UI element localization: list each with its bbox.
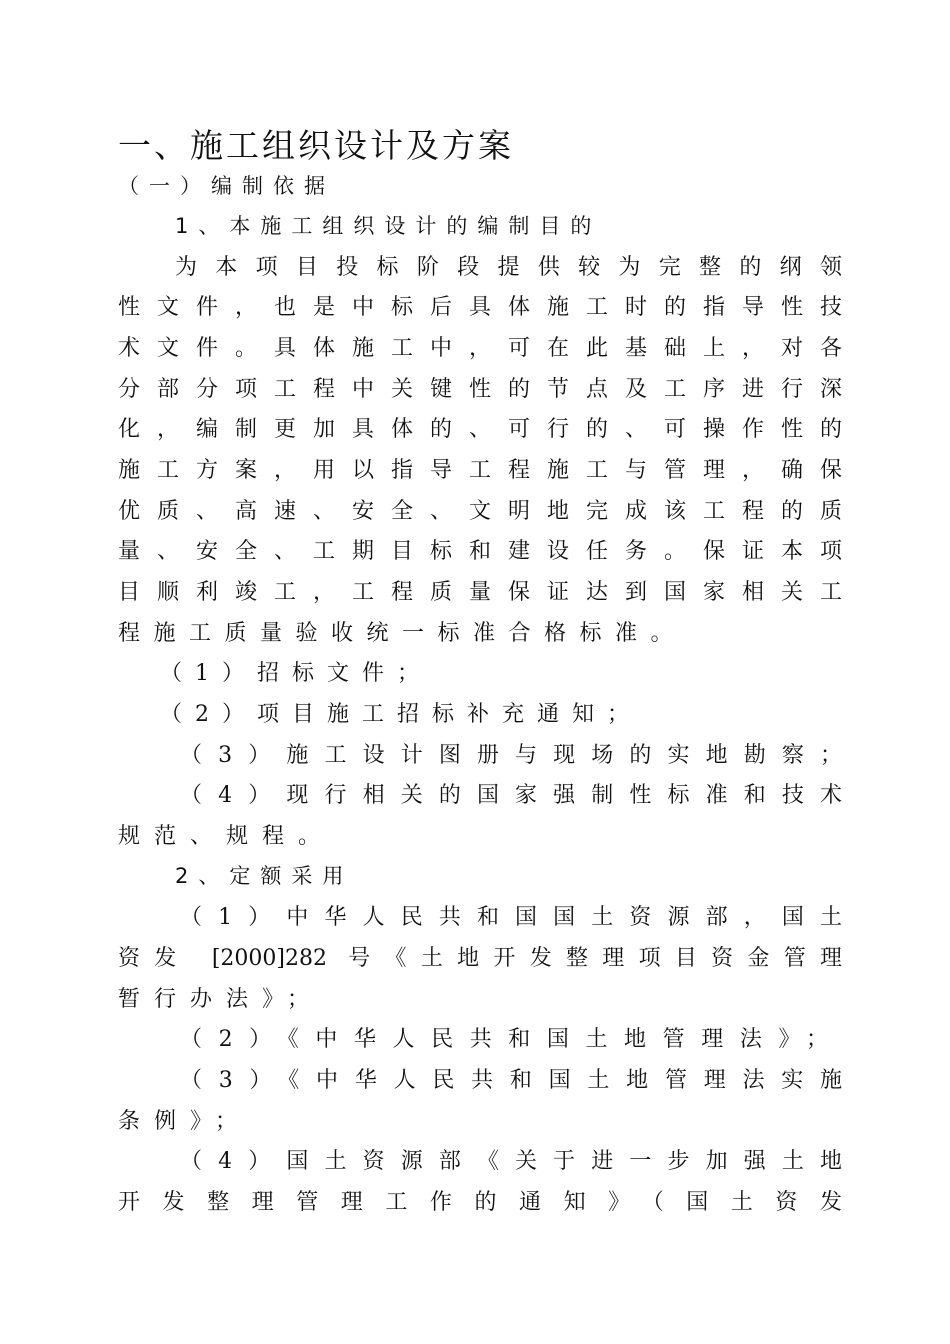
subsection-heading-quota: 2、定额采用: [175, 864, 354, 888]
paragraph-line: 程施工质量验收统一标准合格标准。: [118, 621, 687, 646]
quota-line: （1）中华人民共和国国土资源部，国土: [180, 905, 842, 930]
paragraph-line: 分部分项工程中关键性的节点及工序进行深: [118, 377, 842, 402]
paragraph-line: 性文件，也是中标后具体施工时的指导性技: [118, 295, 842, 320]
quota-line: （3）《中华人民共和国土地管理法实施: [180, 1068, 842, 1093]
quota-line: 条例》；: [118, 1109, 252, 1134]
quota-line: （2）《中华人民共和国土地管理法》；: [180, 1027, 828, 1052]
paragraph-line: 为本项目投标阶段提供较为完整的纲领: [175, 255, 842, 280]
quota-line: 开发整理管理工作的通知》（国土资发: [118, 1190, 842, 1215]
subsection-heading-purpose: 1、本施工组织设计的编制目的: [175, 214, 602, 238]
paragraph-line: 优质、高速、安全、文明地完成该工程的质: [118, 499, 842, 524]
list-item: （4）现行相关的国家强制性标准和技术: [180, 783, 842, 808]
paragraph-line: 目顺利竣工，工程质量保证达到国家相关工: [118, 580, 842, 605]
paragraph-line: 术文件。具体施工中，可在此基础上，对各: [118, 336, 842, 361]
section-heading-basis: （一）编制依据: [118, 174, 335, 198]
paragraph-line: 化，编制更加具体的、可行的、可操作性的: [118, 417, 842, 442]
document-title: 一、施工组织设计及方案: [118, 126, 514, 165]
quota-line: （4）国土资源部《关于进一步加强土地: [180, 1149, 842, 1174]
list-item: （1）招标文件；: [160, 661, 432, 686]
list-item: （2）项目施工招标补充通知；: [160, 702, 642, 727]
quota-line: 暂行办法》；: [118, 987, 324, 1012]
list-item: （3）施工设计图册与现场的实地勘察；: [180, 743, 842, 768]
list-item: 规范、规程。: [118, 824, 335, 849]
paragraph-line: 施工方案，用以指导工程施工与管理，确保: [118, 458, 842, 483]
quota-line: 资发 [2000]282 号《土地开发整理项目资金管理: [118, 946, 842, 971]
paragraph-line: 量、安全、工期目标和建设任务。保证本项: [118, 539, 842, 564]
